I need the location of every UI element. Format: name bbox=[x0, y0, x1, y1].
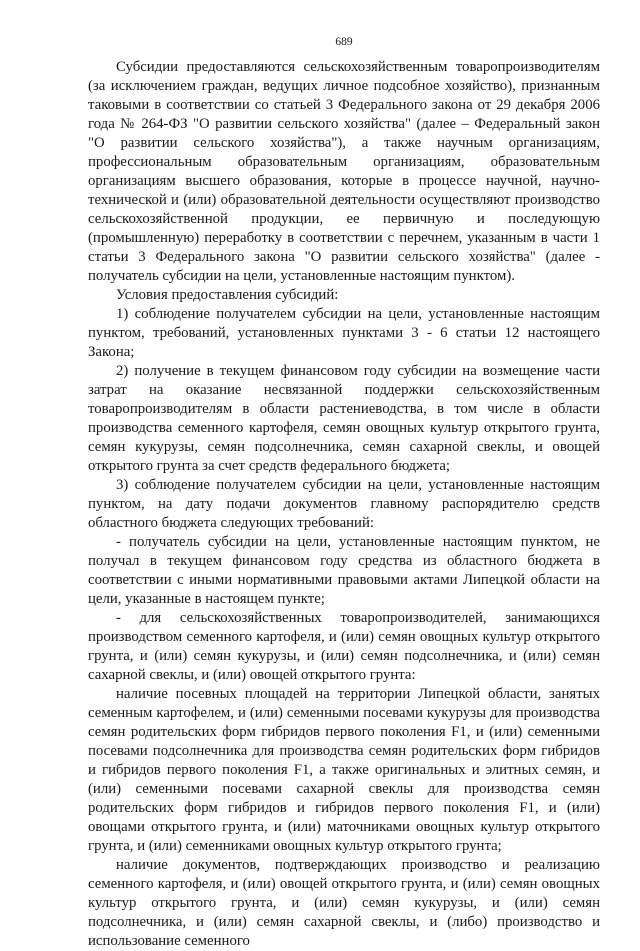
paragraph-condition-1: 1) соблюдение получателем субсидии на цели, установленные настоящим пунктом, требований, установленных пунктами 3 - 6 статьи 12 настоящего Закона; bbox=[88, 306, 600, 360]
paragraph-requirement-producers: - для сельскохозяйственных товаропроизводителей, занимающихся производством семенного картофеля, и (или) семян овощных культур открытого грунта, и (или) семян кукурузы, и (или) семян подсолнечника, и (или) семян сахарной свеклы, и (или) овощей открытого грунта: bbox=[88, 610, 600, 683]
paragraph-subsidies-recipients: Субсидии предоставляются сельскохозяйственным товаропроизводителям (за исключением граждан, ведущих личное подсобное хозяйство), признанным таковыми в соответствии со статьей 3 Федерального закона от 29 декабря 2006 года № 264-ФЗ "О развитии сельского хозяйства" (далее – Федеральный закон "О развитии сельского хозяйства"), а также научным организациям, профессиональным образовательным организациям, образовательным организациям высшего образования, которые в процессе научной, научно-технической и (или) образовательной деятельности осуществляют производство сельскохозяйственной продукции, ее первичную и последующую (промышленную) переработку в соответствии с перечнем, указанным в части 1 статьи 3 Федерального закона "О развитии сельского хозяйства" (далее - получатель субсидии на цели, установленные настоящим пунктом). bbox=[88, 59, 600, 284]
document-body bbox=[88, 58, 600, 951]
paragraph-requirement-no-funds: - получатель субсидии на цели, установленные настоящим пунктом, не получал в текущем финансовом году средства из областного бюджета в соответствии с иными нормативными правовыми актами Липецкой области на цели, указанные в настоящем пункте; bbox=[88, 534, 600, 607]
paragraph-condition-2: 2) получение в текущем финансовом году субсидии на возмещение части затрат на оказание несвязанной поддержки сельскохозяйственным товаропроизводителям в области растениеводства, в том числе в области производства семенного картофеля, семян овощных культур открытого грунта, семян кукурузы, семян подсолнечника, семян сахарной свеклы, и овощей открытого грунта за счет средств федерального бюджета; bbox=[88, 363, 600, 474]
paragraph-conditions-heading: Условия предоставления субсидий: bbox=[116, 287, 339, 303]
paragraph-sown-areas: наличие посевных площадей на территории Липецкой области, занятых семенным картофелем, и (или) семенными посевами кукурузы для производства семян родительских форм гибридов первого поколения F1, и (или) семенными посевами подсолнечника для производства семян родительских форм гибридов и гибридов первого поколения F1, а также оригинальных и элитных семян, и (или) семенными посевами сахарной свеклы для производства семян родительских форм гибридов и гибридов первого поколения F1, и (или) овощами открытого грунта, и (или) маточниками овощных культур открытого грунта, и (или) семенниками овощных культур открытого грунта; bbox=[88, 686, 600, 854]
paragraph-documents: наличие документов, подтверждающих производство и реализацию семенного картофеля, и (или) овощей открытого грунта, и (или) семян овощных культур открытого грунта, и (или) семян кукурузы, и (или) семян подсолнечника, и (или) семян сахарной свеклы, и (либо) производство и использование семенного bbox=[88, 857, 600, 949]
paragraph-condition-3: 3) соблюдение получателем субсидии на цели, установленные настоящим пунктом, на дату подачи документов главному распорядителю средств областного бюджета следующих требований: bbox=[88, 477, 600, 531]
page-number: 689 bbox=[335, 36, 353, 48]
